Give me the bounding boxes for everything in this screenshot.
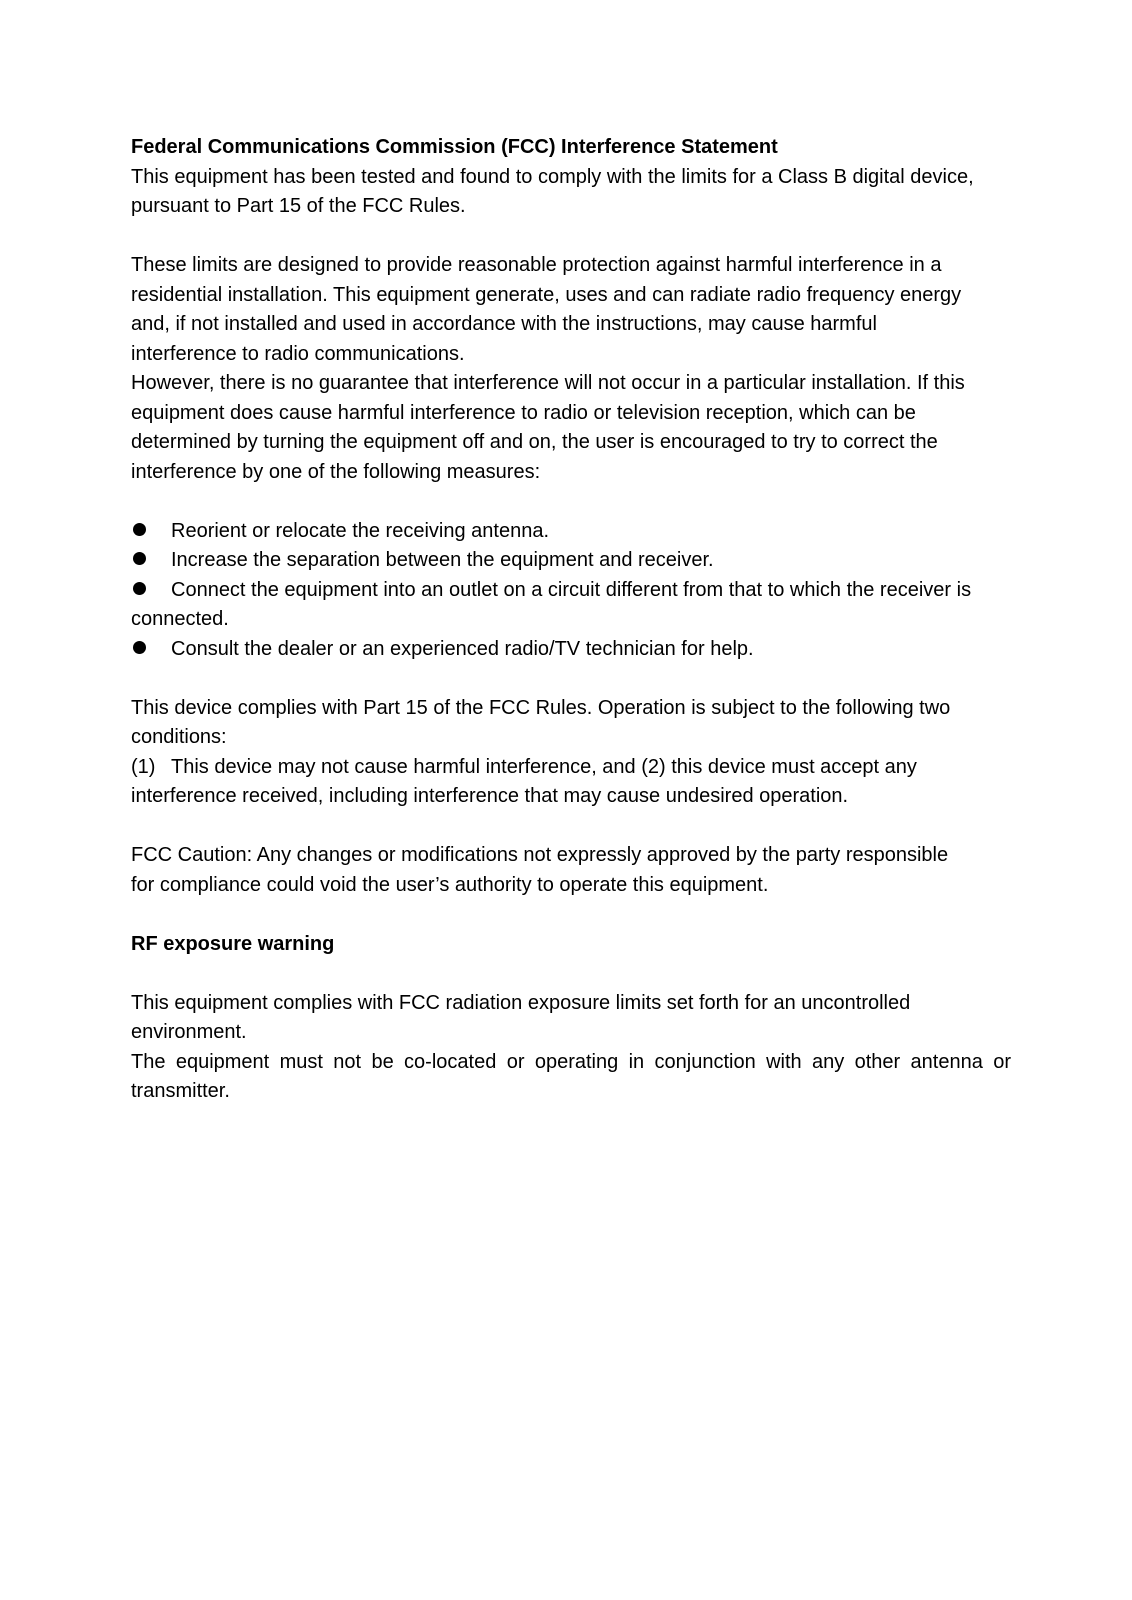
complies-line: conditions: <box>131 726 227 748</box>
condition-text: This device may not cause harmful interference, and (2) this device must accept any <box>171 755 917 778</box>
list-item <box>131 635 1011 665</box>
bullet-icon <box>131 576 171 606</box>
fcc-limits-line: residential installation. This equipment generate, uses and can radiate radio frequency energy <box>131 283 962 306</box>
bullet-icon <box>131 635 171 665</box>
list-item-text: Consult the dealer or an experienced radio/TV technician for help. <box>171 637 754 660</box>
paragraph-gap <box>131 900 1011 930</box>
condition-line <box>131 753 1011 783</box>
condition-line: interference received, including interference that may cause undesired operation. <box>131 785 849 807</box>
list-item <box>131 576 1011 606</box>
rf-heading: RF exposure warning <box>131 932 335 955</box>
fcc-however-line: equipment does cause harmful interference to radio or television reception, which can be <box>131 401 916 424</box>
paragraph-gap <box>131 664 1011 694</box>
fcc-limits-line: interference to radio communications. <box>131 342 465 365</box>
rf-colocation-line: transmitter. <box>131 1080 230 1102</box>
condition-number: (1) <box>131 755 156 778</box>
paragraph-gap <box>131 959 1011 989</box>
fcc-however-line: determined by turning the equipment off and on, the user is encouraged to try to correct the <box>131 431 938 453</box>
rf-limits-line: environment. <box>131 1021 247 1043</box>
complies-line: This device complies with Part 15 of the FCC Rules. Operation is subject to the following two <box>131 696 951 719</box>
fcc-intro-line: pursuant to Part 15 of the FCC Rules. <box>131 195 466 217</box>
caution-line: for compliance could void the user’s authority to operate this equipment. <box>131 873 769 896</box>
fcc-intro-line: This equipment has been tested and found to comply with the limits for a Class B digital device, <box>131 165 974 188</box>
list-item-continuation: connected. <box>131 608 229 630</box>
bullet-icon <box>131 517 171 547</box>
list-item-text: Connect the equipment into an outlet on a circuit different from that to which the receiver is <box>171 578 972 601</box>
fcc-heading: Federal Communications Commission (FCC) Interference Statement <box>131 136 778 158</box>
fcc-limits-line: and, if not installed and used in accordance with the instructions, may cause harmful <box>131 313 877 335</box>
bullet-icon <box>131 546 171 576</box>
fcc-however-line: interference by one of the following measures: <box>131 460 541 483</box>
paragraph-gap <box>131 812 1011 842</box>
list-item <box>131 517 1011 547</box>
paragraph-gap <box>131 487 1011 517</box>
fcc-however-line: However, there is no guarantee that interference will not occur in a particular installation. If this <box>131 372 965 394</box>
list-item-text: Increase the separation between the equipment and receiver. <box>171 549 714 571</box>
list-item-text: Reorient or relocate the receiving antenna. <box>171 519 550 542</box>
fcc-limits-line: These limits are designed to provide reasonable protection against harmful interference in a <box>131 254 942 276</box>
caution-line: FCC Caution: Any changes or modifications not expressly approved by the party responsible <box>131 844 949 866</box>
document-body <box>131 133 1011 1107</box>
list-item <box>131 546 1011 576</box>
measures-list <box>131 517 1011 665</box>
rf-limits-line: This equipment complies with FCC radiation exposure limits set forth for an uncontrolled <box>131 991 911 1014</box>
paragraph-gap <box>131 222 1011 252</box>
rf-colocation-line: The equipment must not be co-located or operating in conjunction with any other antenna or <box>131 1050 1011 1073</box>
